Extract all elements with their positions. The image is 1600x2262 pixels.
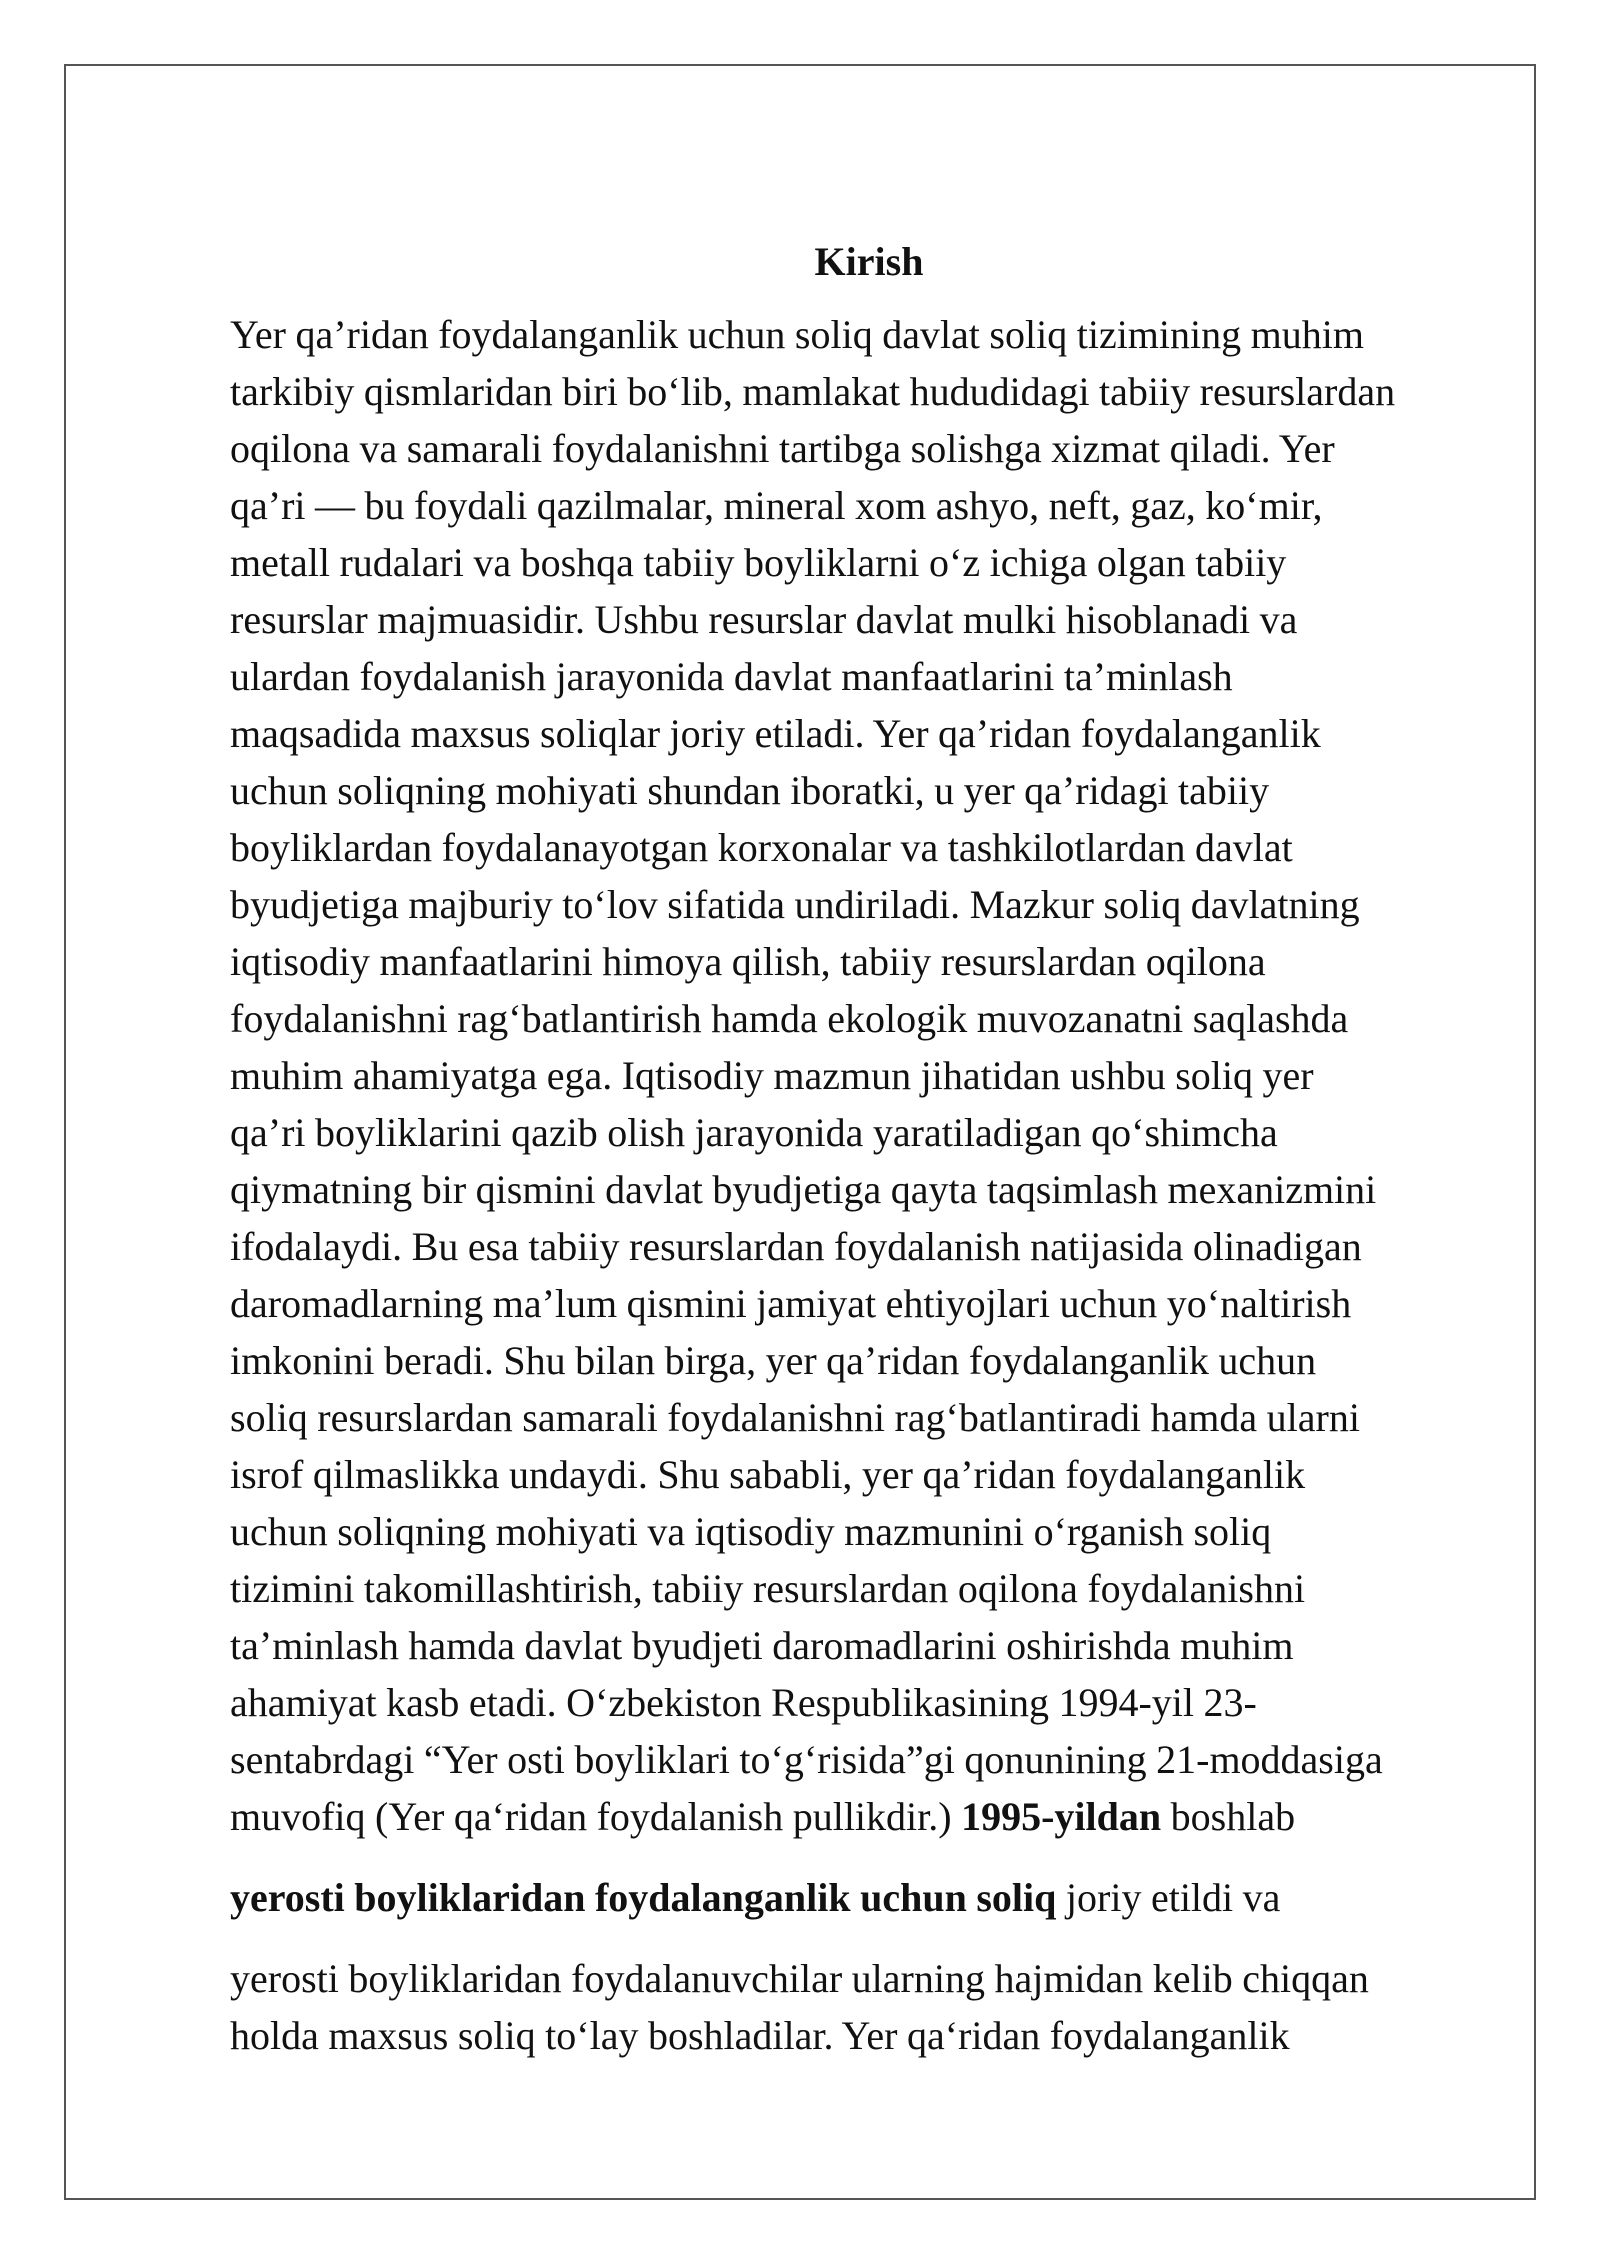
text-line: qa’ri boyliklarini qazib olish jarayonida yaratiladigan qo‘shimcha: [230, 1110, 1278, 1155]
text-line: qa’ri — bu foydali qazilmalar, mineral xom ashyo, neft, gaz, ko‘mir,: [230, 483, 1323, 528]
text-line: soliq resurslardan samarali foydalanishni rag‘batlantiradi hamda ularni: [230, 1395, 1360, 1440]
text-line: [230, 1869, 1488, 1926]
text-line: ahamiyat kasb etadi. O‘zbekiston Respublikasining 1994-yil 23-: [230, 1680, 1257, 1725]
paragraph-2: [230, 1869, 1488, 1926]
text-line: tarkibiy qismlaridan biri bo‘lib, mamlakat hududidagi tabiiy resurslardan: [230, 369, 1396, 414]
text-line: ifodalaydi. Bu esa tabiiy resurslardan foydalanish natijasida olinadigan: [230, 1224, 1362, 1269]
text-line: tizimini takomillashtirish, tabiiy resurslardan oqilona foydalanishni: [230, 1566, 1306, 1611]
bold-year: 1995-yildan: [961, 1794, 1162, 1839]
text-line: Yer qa’ridan foydalanganlik uchun soliq davlat soliq tizimining muhim: [230, 312, 1364, 357]
text-line: muhim ahamiyatga ega. Iqtisodiy mazmun jihatidan ushbu soliq yer: [230, 1053, 1314, 1098]
text-line: daromadlarning ma’lum qismini jamiyat ehtiyojlari uchun yo‘naltirish: [230, 1281, 1352, 1326]
text-line: isrof qilmaslikka undaydi. Shu sababli, yer qa’ridan foydalanganlik: [230, 1452, 1306, 1497]
document-title: Kirish: [814, 239, 924, 284]
text-line: sentabrdagi “Yer osti boyliklari to‘g‘risida”gi qonunining 21-moddasiga: [230, 1737, 1383, 1782]
text-line: foydalanishni rag‘batlantirish hamda ekologik muvozanatni saqlashda: [230, 996, 1349, 1041]
text-line-last: [230, 1788, 1488, 1845]
text-line: iqtisodiy manfaatlarini himoya qilish, tabiiy resurslardan oqilona: [230, 939, 1266, 984]
text-line: yerosti boyliklaridan foydalanuvchilar ularning hajmidan kelib chiqqan: [230, 1956, 1369, 2001]
text-line: uchun soliqning mohiyati shundan iboratki, u yer qa’ridagi tabiiy: [230, 768, 1270, 813]
paragraph-3: [230, 1950, 1488, 2064]
text-line: resurslar majmuasidir. Ushbu resurslar davlat mulki hisoblanadi va: [230, 597, 1298, 642]
text-line: imkonini beradi. Shu bilan birga, yer qa’ridan foydalanganlik uchun: [230, 1338, 1317, 1383]
text-line: boyliklardan foydalanayotgan korxonalar va tashkilotlardan davlat: [230, 825, 1293, 870]
text-line: holda maxsus soliq to‘lay boshladilar. Yer qa‘ridan foydalanganlik: [230, 2013, 1290, 2058]
text-line: maqsadida maxsus soliqlar joriy etiladi. Yer qa’ridan foydalanganlik: [230, 711, 1321, 756]
text-run: muvofiq (Yer qa‘ridan foydalanish pullikdir.): [230, 1794, 962, 1839]
bold-term: yerosti boyliklaridan foydalanganlik uchun soliq: [230, 1875, 1057, 1920]
text-line: ulardan foydalanish jarayonida davlat manfaatlarini ta’minlash: [230, 654, 1233, 699]
text-line: uchun soliqning mohiyati va iqtisodiy mazmunini o‘rganish soliq: [230, 1509, 1272, 1554]
text-line: byudjetiga majburiy to‘lov sifatida undiriladi. Mazkur soliq davlatning: [230, 882, 1360, 927]
paragraph-1: [230, 306, 1488, 1845]
text-run: boshlab: [1161, 1794, 1296, 1839]
text-line: qiymatning bir qismini davlat byudjetiga qayta taqsimlash mexanizmini: [230, 1167, 1377, 1212]
text-line: metall rudalari va boshqa tabiiy boyliklarni o‘z ichiga olgan tabiiy: [230, 540, 1287, 585]
text-line: oqilona va samarali foydalanishni tartibga solishga xizmat qiladi. Yer: [230, 426, 1335, 471]
text-line: ta’minlash hamda davlat byudjeti daromadlarini oshirishda muhim: [230, 1623, 1294, 1668]
text-run: joriy etildi va: [1056, 1875, 1281, 1920]
document-body: [230, 232, 1488, 2088]
